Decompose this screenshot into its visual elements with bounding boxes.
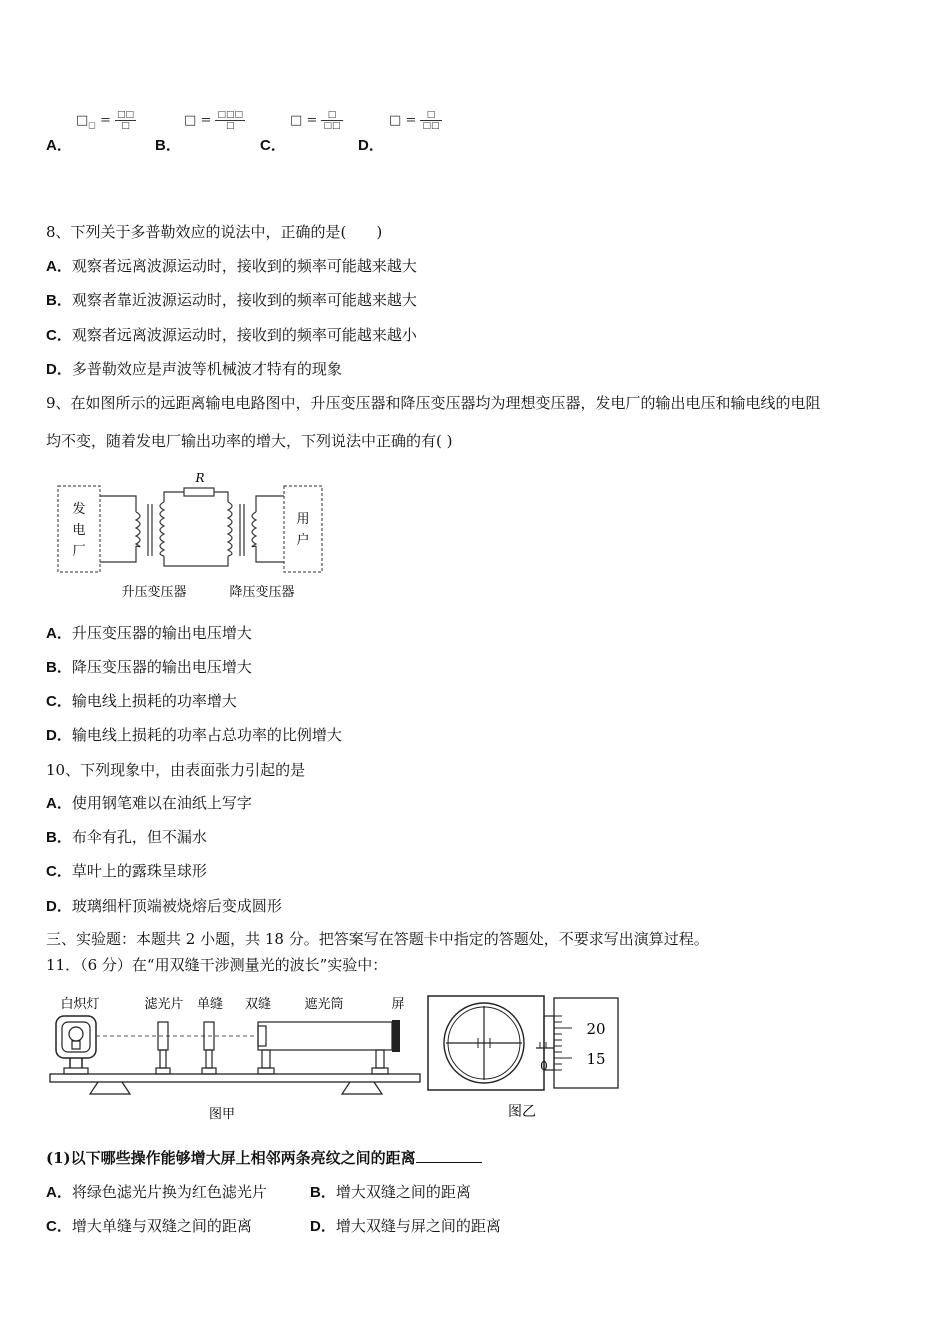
formula-equals: =: [306, 113, 318, 128]
q7-option-d: [358, 134, 384, 155]
q9-option-d: D．输电线上损耗的功率占总功率的比例增大: [46, 726, 342, 744]
formula-subscript: □: [88, 120, 96, 130]
caption-b: 图乙: [508, 1104, 536, 1120]
plant-char: 电: [72, 523, 86, 538]
caption-a: 图甲: [208, 1107, 236, 1122]
q9-option-b: B．降压变压器的输出电压增大: [46, 658, 252, 676]
q10-option-d: D．玻璃细杆顶端被烧熔后变成圆形: [46, 897, 282, 915]
label-single-slit: 单缝: [196, 997, 224, 1012]
q9-option-c: C．输电线上损耗的功率增大: [46, 692, 237, 710]
bulb-icon: [69, 1027, 83, 1041]
q11-figure-b: [426, 994, 622, 1122]
option-letter: D．: [358, 137, 384, 154]
line-resistor: [184, 488, 214, 496]
q10-option-c: C．草叶上的露珠呈球形: [46, 862, 207, 880]
q11-stem: 11．（6 分）在“用双缝干涉测量光的波长”实验中：: [46, 956, 388, 974]
plant-char: 厂: [72, 544, 86, 559]
screen: [392, 1020, 400, 1052]
q11-option-a: A．将绿色滤光片换为红色滤光片: [46, 1183, 267, 1201]
resistor-label: R: [195, 471, 205, 485]
formula-equals: =: [200, 113, 212, 128]
formula-symbol: □: [290, 113, 303, 128]
option-letter: A．: [46, 137, 72, 154]
plant-char: 发: [72, 502, 86, 517]
q9-stem-line1: 9、在如图所示的远距离输电电路图中，升压变压器和降压变压器均为理想变压器，发电厂的输出电压和输电线的电阻: [46, 394, 821, 412]
formula-equals: =: [405, 113, 417, 128]
optical-bench: [50, 1074, 420, 1082]
q7-formula-b: [184, 110, 245, 131]
light-tube: [258, 1022, 392, 1050]
label-screen: 屏: [391, 997, 405, 1012]
q7-formula-d: [389, 110, 442, 131]
q11-option-d: D．增大双缝与屏之间的距离: [310, 1217, 501, 1235]
label-tube: 遮光筒: [304, 997, 344, 1012]
q11-figure-a: [46, 992, 424, 1124]
label-double-slit: 双缝: [244, 997, 272, 1012]
user-box: [284, 486, 322, 572]
q7-option-b: [155, 134, 181, 155]
formula-symbol: □: [76, 113, 89, 128]
step-up-label: 升压变压器: [121, 585, 187, 600]
label-filter: 滤光片: [144, 997, 184, 1012]
answer-blank[interactable]: [416, 1148, 482, 1163]
q8-option-a: A．观察者远离波源运动时，接收到的频率可能越来越大: [46, 257, 417, 275]
q7-option-a: [46, 134, 72, 155]
formula-fraction: $\frac{□}{□□}$: [323, 110, 341, 131]
formula-symbol: □: [389, 113, 402, 128]
q11-sub1: (1)以下哪些操作能够增大屏上相邻两条亮纹之间的距离: [46, 1148, 482, 1168]
q11-option-b: B．增大双缝之间的距离: [310, 1183, 471, 1201]
q10-option-b: B．布伞有孔，但不漏水: [46, 828, 207, 846]
step-up-secondary-coil: [160, 502, 164, 556]
step-up-primary-coil: [136, 512, 140, 547]
q9-circuit-figure: [54, 468, 334, 604]
q7-formula-a: [76, 110, 136, 131]
q7-option-c: [260, 134, 286, 155]
formula-fraction: $\frac{□}{□□}$: [422, 110, 440, 131]
step-down-primary-coil: [228, 502, 232, 556]
step-down-secondary-coil: [252, 512, 256, 547]
thimble: [554, 998, 618, 1088]
q8-stem: 8、下列关于多普勒效应的说法中，正确的是( ): [46, 223, 383, 241]
option-letter: B．: [155, 137, 181, 154]
q8-option-d: D．多普勒效应是声波等机械波才特有的现象: [46, 360, 342, 378]
section-heading: 三、实验题：本题共 2 小题，共 18 分。把答案写在答题卡中指定的答题处，不要求写出演算过程。: [46, 930, 709, 948]
option-letter: C．: [260, 137, 286, 154]
q8-option-b: B．观察者靠近波源运动时，接收到的频率可能越来越大: [46, 291, 417, 309]
formula-symbol: □: [184, 113, 197, 128]
main-scale-zero: 0: [540, 1059, 548, 1073]
double-slit: [258, 1026, 266, 1046]
q10-stem: 10、下列现象中，由表面张力引起的是: [46, 761, 306, 779]
formula-fraction: $\frac{□□□}{□}$: [217, 110, 243, 131]
q10-option-a: A．使用钢笔难以在油纸上写字: [46, 794, 252, 812]
user-char: 用: [296, 512, 310, 527]
q8-option-c: C．观察者远离波源运动时，接收到的频率可能越来越小: [46, 326, 417, 344]
q9-stem-line2: 均不变，随着发电厂输出功率的增大，下列说法中正确的有( ): [46, 432, 453, 450]
q9-option-a: A．升压变压器的输出电压增大: [46, 624, 252, 642]
formula-equals: =: [100, 113, 111, 128]
q11-option-c: C．增大单缝与双缝之间的距离: [46, 1217, 252, 1235]
label-lamp: 白炽灯: [60, 997, 100, 1012]
scale-20: 20: [586, 1020, 606, 1038]
scale-15: 15: [586, 1050, 606, 1068]
user-char: 户: [296, 533, 310, 548]
q7-formula-c: [290, 110, 343, 131]
step-down-label: 降压变压器: [229, 585, 295, 600]
formula-fraction: $\frac{□□}{□}$: [117, 110, 135, 131]
